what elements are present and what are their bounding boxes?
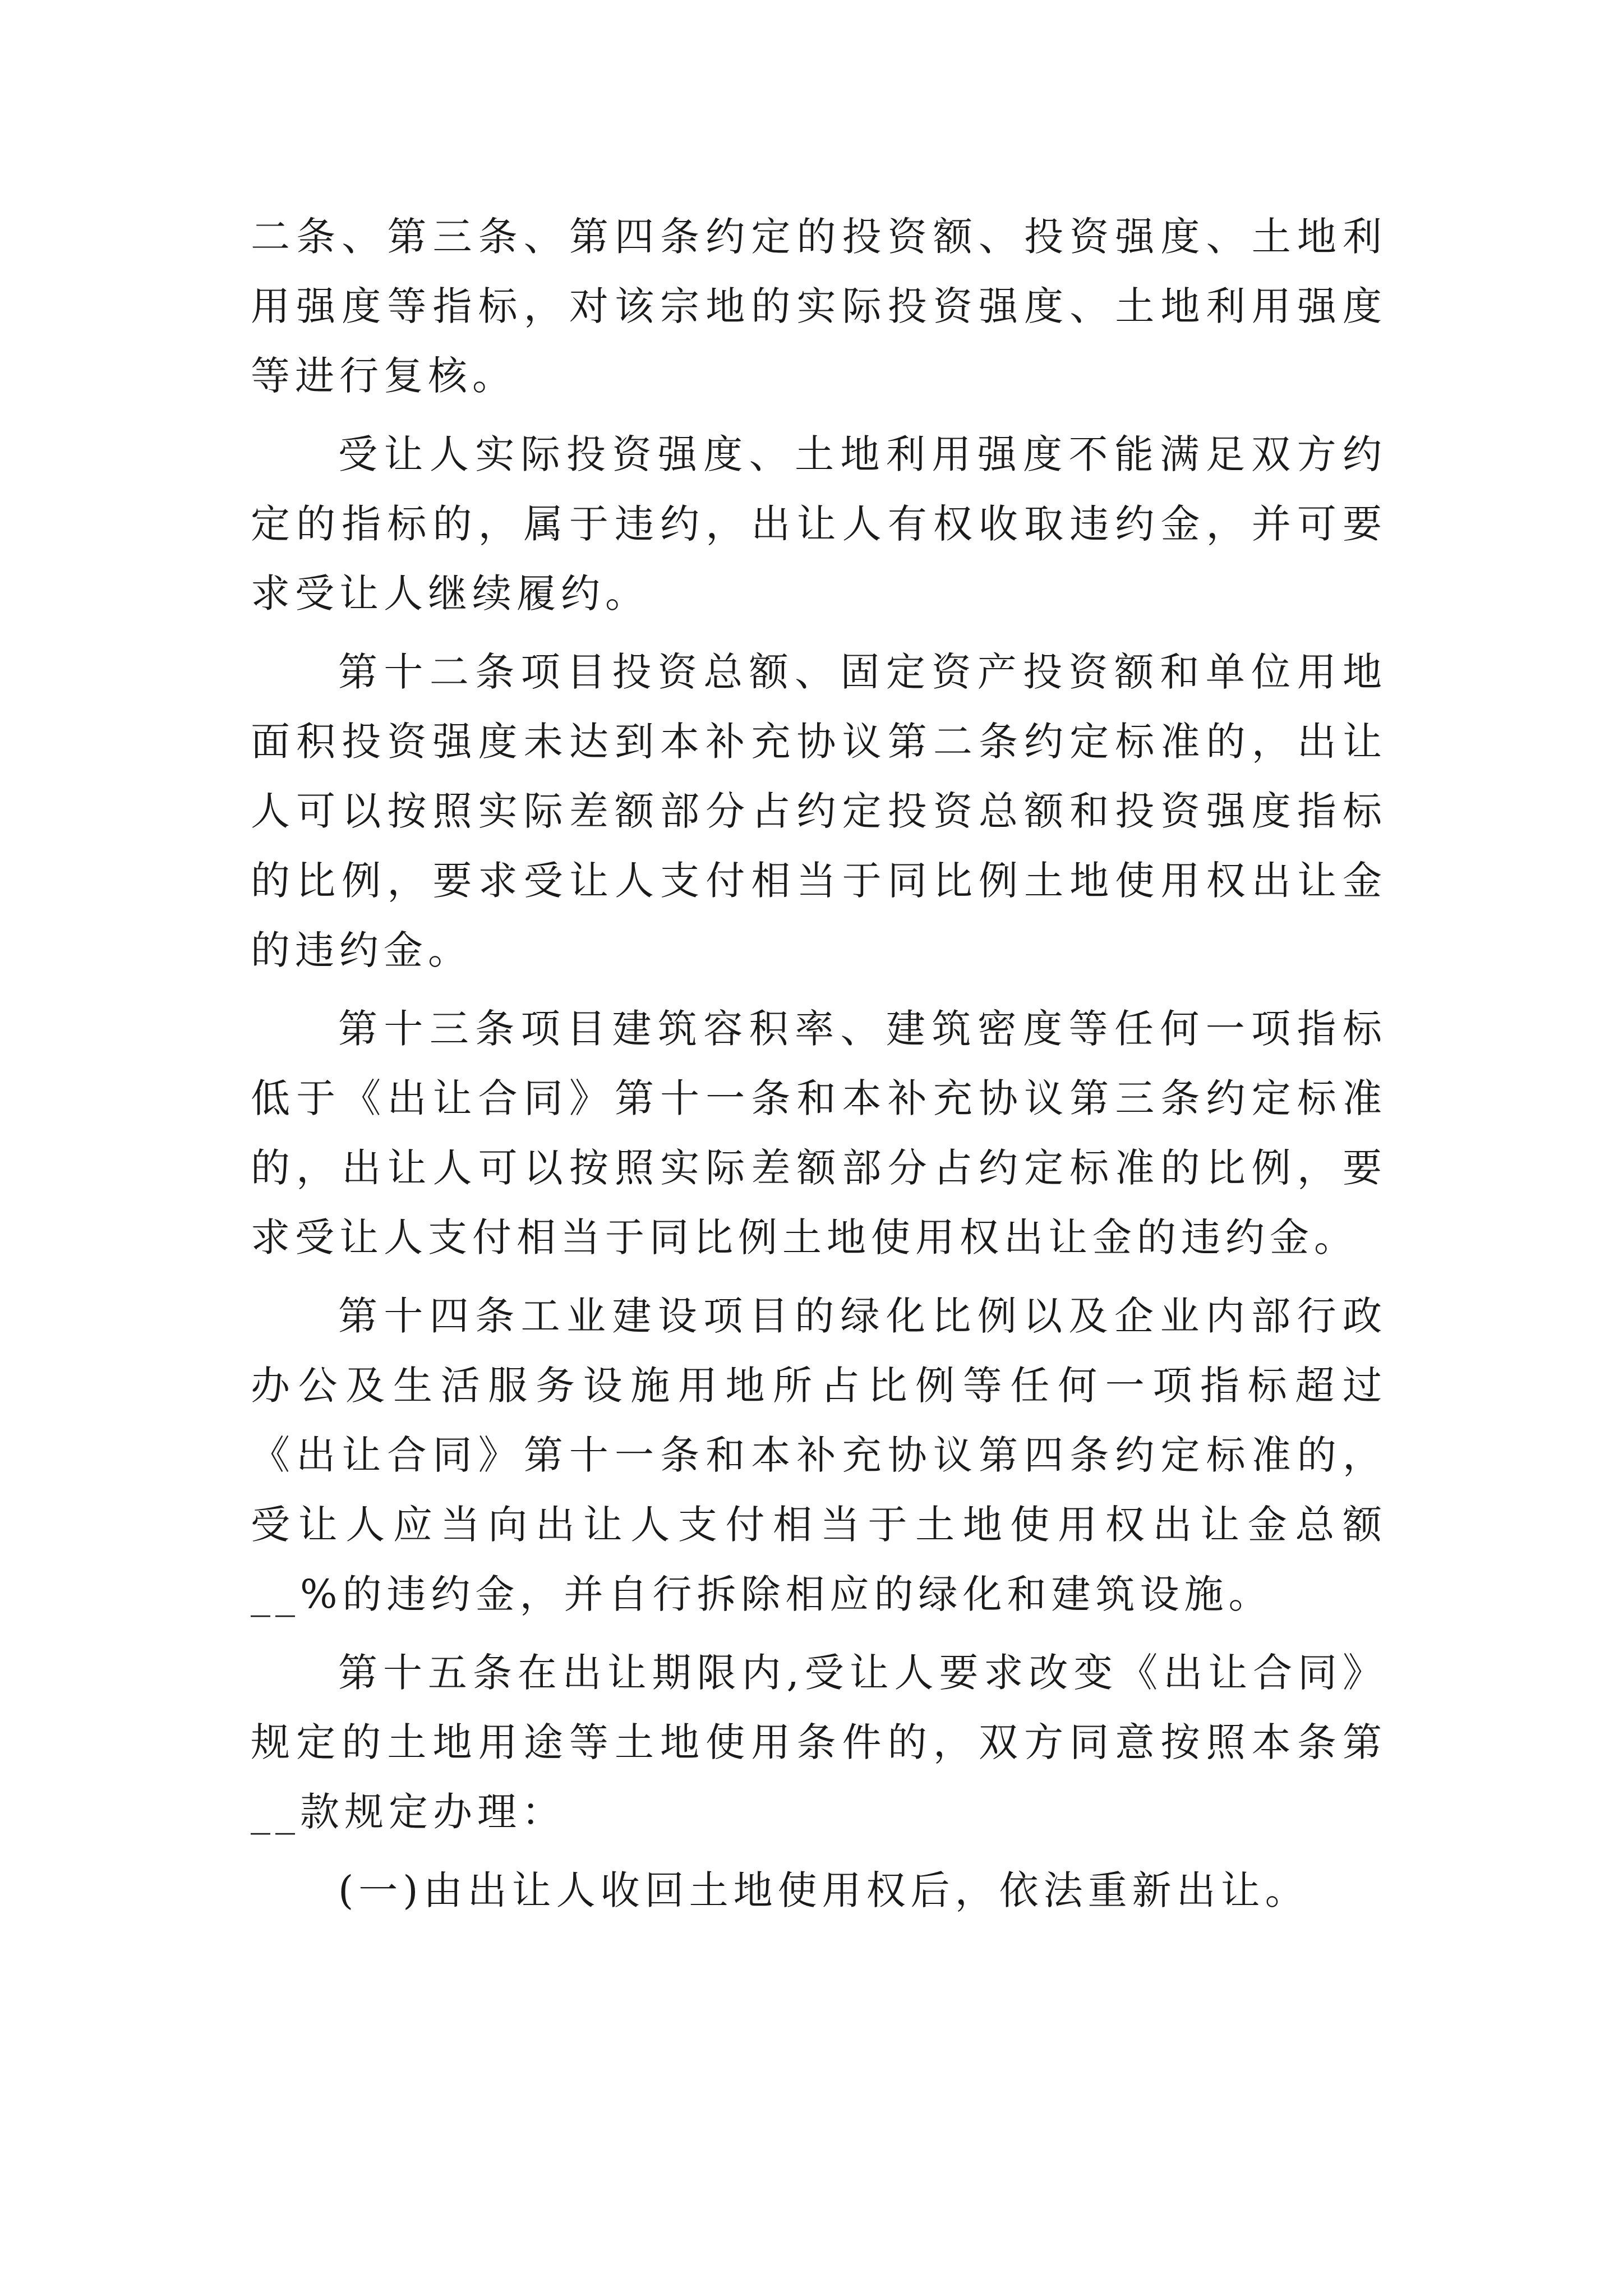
paragraph-item-1: (一)由出让人收回土地使用权后，依法重新出让。 [338, 1867, 1310, 1913]
paragraph-article-13: 第十三条项目建筑容积率、建筑密度等任何一项指标低于《出让合同》第十一条和本补充协议第三条约定标准的，出让人可以按照实际差额部分占约定标准的比例，要求受让人支付相当于同比例土地使用权出让金的违约金。 [251, 1006, 1387, 1260]
paragraph-article-15: 第十五条在出让期限内,受让人要求改变《出让合同》规定的土地用途等土地使用条件的，双方同意按照本条第__款规定办理： [251, 1650, 1387, 1835]
document-body [251, 202, 1387, 1934]
paragraph-article-12: 第十二条项目投资总额、固定资产投资额和单位用地面积投资强度未达到本补充协议第二条约定标准的，出让人可以按照实际差额部分占约定投资总额和投资强度指标的比例，要求受让人支付相当于同比例土地使用权出让金的违约金。 [251, 649, 1387, 973]
paragraph-continuation: 二条、第三条、第四条约定的投资额、投资强度、土地利用强度等指标，对该宗地的实际投资强度、土地利用强度等进行复核。 [251, 214, 1387, 399]
paragraph-breach-clause: 受让人实际投资强度、土地利用强度不能满足双方约定的指标的，属于违约，出让人有权收取违约金，并可要求受让人继续履约。 [251, 431, 1387, 616]
paragraph-article-14: 第十四条工业建设项目的绿化比例以及企业内部行政办公及生活服务设施用地所占比例等任何一项指标超过《出让合同》第十一条和本补充协议第四条约定标准的，受让人应当向出让人支付相当于土地使用权出让金总额__%的违约金，并自行拆除相应的绿化和建筑设施。 [251, 1293, 1387, 1617]
